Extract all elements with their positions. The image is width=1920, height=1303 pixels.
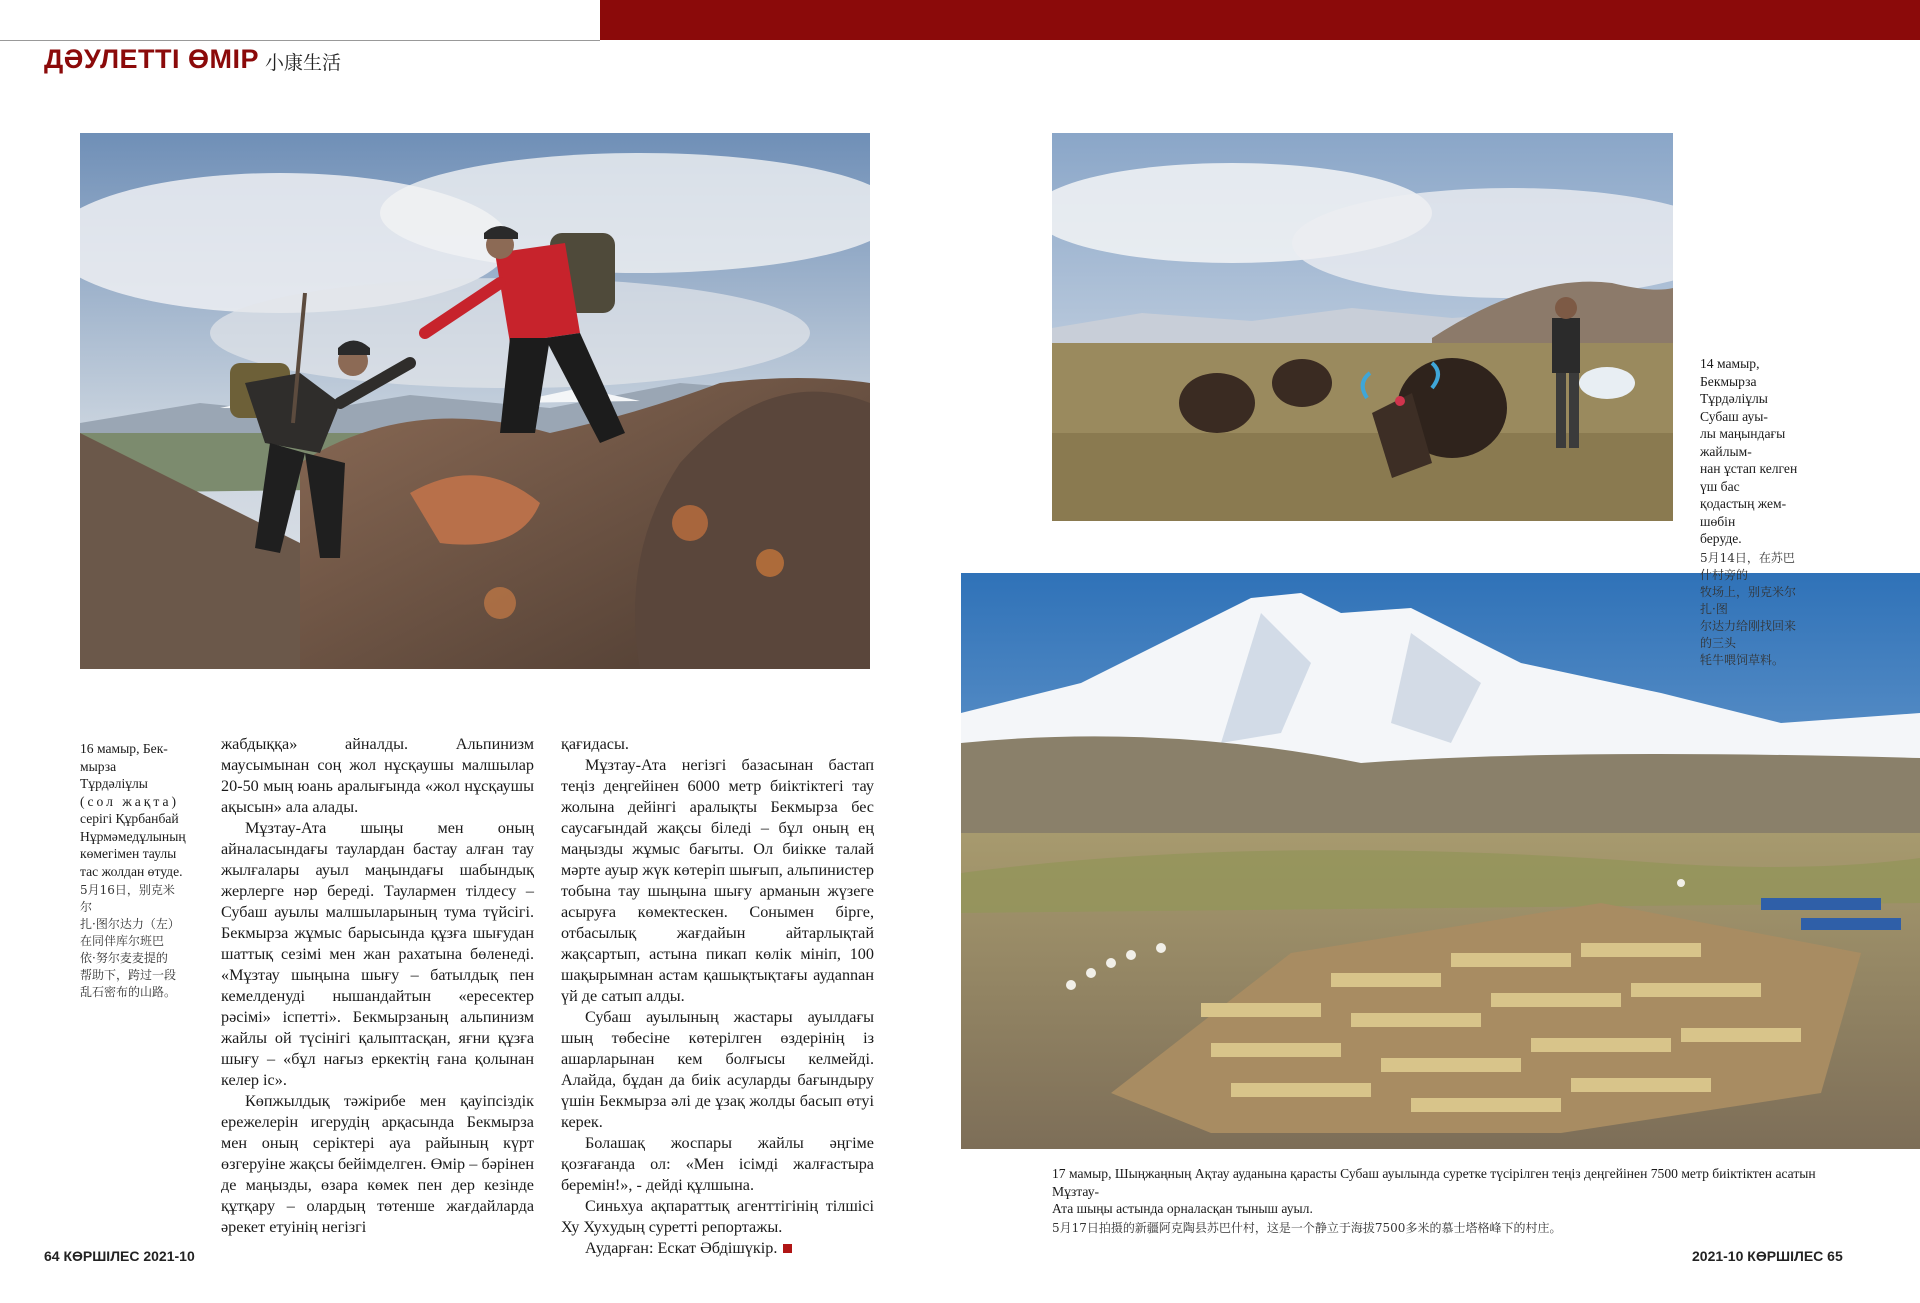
caption-hikers [80,740,186,1001]
photo-man-feeding-yaks [1052,133,1673,521]
caption-village-chinese: 5月17日拍摄的新疆阿克陶县苏巴什村，这是一个静立于海拔7500多米的慕士塔格峰下的村庄。 [1052,1220,1562,1235]
caption-line: 依·努尔麦麦提的 [80,951,168,965]
caption-yaks [1700,355,1800,669]
caption-line: (сол жақта) [80,793,180,809]
header-color-bar [600,0,1920,40]
caption-line: беруде. [1700,531,1742,546]
photo-hikers-helping [80,133,870,669]
caption-line: Нұрмәмедұлының [80,828,186,844]
caption-line: 14 мамыр, Бекмырза [1700,356,1760,389]
caption-village [1052,1165,1862,1237]
paragraph: Синьхуа ақпараттық агенттігінің тілшісі Ху Хуxудың суретті репортажы. [561,1197,874,1236]
paragraph: Мұзтау-Ата негізгі базасынан бастап теңіз деңгейінен 6000 метр биіктіктегі тау жолына дейінгі аралықты Бекмырза бес саусағындай жақсы біледі – бұл оның ең маңызды жұмыс бағыты. Ол биікке талай мәрте ауыр жүк көтеріп шығып, альпинистер тобына тау шыңына шығу арманын жүзеге асыруға көмектескен. Сонымен бірге, отбасылық жағдайын айтарлықтай жақсартып, астына пикап көлік мініп, 100 шақырымнан астам қашықтықтағы аудannан үй де сатып алды. [561,756,874,1005]
caption-line: тас жолдан өтуде. [80,863,183,879]
caption-line: 牧场上，别克米尔扎·图 [1700,584,1797,616]
caption-line: 16 мамыр, Бек- [80,741,168,756]
section-title-chinese: 小康生活 [265,52,342,74]
caption-hikers-chinese [80,882,186,1001]
caption-line: Тұрдәліұлы Субаш ауы- [1700,391,1768,424]
caption-line: нан ұстап келген үш бас [1700,461,1798,494]
caption-line: 牦牛喂饲草料。 [1700,652,1785,667]
caption-line: 尔达力给刚找回来的三头 [1700,618,1797,650]
caption-yaks-chinese [1700,550,1800,669]
paragraph: жабдыққа» айналды. Альпинизм маусымынан соң жол нұсқаушы малшылар 20-50 мың юань аралығында «жол нұсқаушы ақысын» ала алады. [221,735,534,816]
paragraph: қағидасы. [561,735,629,753]
caption-line: 在同伴库尔班巴 [80,934,165,948]
paragraph: Мұзтау-Ата шыңы мен оның айналасындағы таулардан бастау алған тау жылғалары ауыл маңындағы шабындық жерлерге нәр береді. Таулармен тілдесу – Субаш ауылы малшыларының тума түйсігі. Бекмырза жұмыс барысында құзға шығудан шаттық сезімі мен жан рахатына бөленеді. «Мұзтау шыңына шығу – батылдық пен кемелденуді нышандайтын «ересектер рәсімі» іспетті». Бекмырзаның альпинизм жайлы ой түсінігі қалыптасқан, яғни құзға шығу – «бұл нағыз еркектің ғана қолынан келер іс». [221,819,534,1089]
caption-line: лы маңындағы жайлым- [1700,426,1786,459]
page-folio-left: 64 КӨРШІЛЕС 2021-10 [44,1248,195,1264]
caption-line: серігі Құрбанбай [80,811,179,826]
end-mark-icon [783,1244,792,1253]
paragraph: Болашақ жоспары жайлы әңгіме қозғағанда ол: «Мен ісімді жалғастыра беремін!», - дейді құлшына. [561,1134,874,1194]
translator-text: Аударған: Ескат Әбдішүкір. [585,1239,778,1257]
caption-hikers-kazakh [80,740,186,880]
section-title-kazakh: ДӘУЛЕТТІ ӨМІР [44,44,260,74]
translator-credit [561,1238,874,1259]
page-folio-right: 2021-10 КӨРШІЛЕС 65 [1692,1248,1843,1264]
caption-line: мырза Тұрдәліұлы [80,758,148,791]
caption-line: Ата шыңы астында орналасқан тыныш ауыл. [1052,1201,1313,1216]
caption-line: 5月14日，在苏巴什村旁的 [1700,550,1795,582]
caption-line: 17 мамыр, Шыңжаңның Ақтау ауданына қарасты Субаш ауылында суретке түсірілген теңіз деңгейінен 7500 метр биіктіктен асатын Мұзтау- [1052,1166,1816,1199]
article-column-1 [221,734,534,1238]
caption-line: 5月16日，别克米尔 [80,883,175,914]
caption-line: көмегімен таулы [80,846,177,861]
caption-yaks-kazakh [1700,355,1800,548]
caption-line: 扎·图尔达力（左） [80,917,180,931]
paragraph: Көпжылдық тәжірибе мен қауіпсіздік ережелерін игерудің арқасында Бекмырза мен оның серіктері ауа райының күрт өзгеруіне жақсы бейімделген. Өмір – бәрінен де маңызды, өзара көмек пен дер кезінде құтқару – олардың төтенше жағдайларда әрекет етуінің негізгі [221,1092,534,1236]
article-column-2 [561,734,874,1259]
caption-line: қодастың жем-шөбін [1700,496,1787,529]
caption-village-kazakh [1052,1165,1862,1218]
caption-line: 帮助下，跨过一段 [80,968,177,982]
paragraph: Субаш ауылының жастары ауылдағы шың төбесіне көтерілген өздерінің із ашарларынан кем болғысы келмейді. Алайда, бұдан да биік асуларды бағындыру үшін Бекмырза әлі де ұзақ жолды басып өтуі керек. [561,1008,874,1131]
caption-line: 乱石密布的山路。 [80,985,177,999]
header-rule [0,40,600,41]
